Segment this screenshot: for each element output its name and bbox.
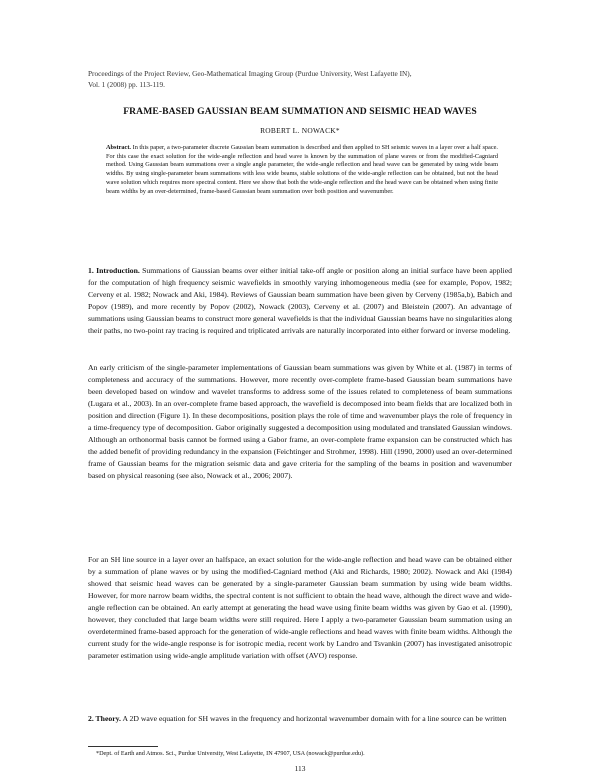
header-line-1: Proceedings of the Project Review, Geo-Mathematical Imaging Group (Purdue University, West Lafayette IN),: [88, 69, 412, 78]
page-number: 113: [294, 764, 306, 773]
abstract-label: Abstract.: [106, 144, 132, 151]
abstract-text: In this paper, a two-parameter discrete Gaussian beam summation is described and then applied to SH seismic waves in a layer over a half space. For this case the exact solution for the wide-angle reflection and head wave is known by the summation of plane waves or from the modified-Cagniard method. Using Gaussian beam summations over a single angle parameter, the wide-angle reflection and head wave can be generated by using wide beam widths. By using single-parameter beam summations with less wide beams, stable solutions of the wide-angle reflection can be obtained, but not the head wave solution which requires more spectral content. Here we show that both the wide-angle reflection and the head wave can be obtained when using finite beam widths by an over-determined, frame-based Gaussian beam summation over both position and wavenumber.: [106, 144, 498, 195]
intro-paragraph-2: An early criticism of the single-parameter implementations of Gaussian beam summations was given by White et al. (1987) in terms of completeness and accuracy of the summations. However, more recently over-complete frame-based Gaussian beam summations have been developed based on window and wavelet transforms to address some of the issues related to completeness of beam summations (Lugara et al., 2003). In an over-complete frame based approach, the wavefield is decomposed into beam fields that are localized both in position and direction (Figure 1). In these decompositions, position plays the role of time and wavenumber plays the role of frequency in a time-frequency type of decomposition. Gabor originally suggested a decomposition using modulated and translated Gaussian windows. Although an orthonormal basis cannot be formed using a Gabor frame, an over-complete frame expansion can be constructed which has the added benefit of providing redundancy in the expansion (Feichtinger and Strohmer, 1998). Hill (1990, 2000) used an over-determined frame of Gaussian beams for the migration seismic data and gave criteria for the sampling of the beams in position and wavenumber based on physical reasoning (see also, Nowack et al., 2006; 2007).: [88, 363, 512, 480]
intro-p1-text: Summations of Gaussian beams over either initial take-off angle or position along an initial surface have been applied for the computation of high frequency seismic wavefields in smoothly varying inhomogeneous media (see for example, Popov, 1982; Cerveny et al. 1982; Nowack and Aki, 1984). Reviews of Gaussian beam summation have been given by Cerveny (1985a,b), Babich and Popov (1989), and more recently by Popov (2002), Nowack (2003), Cerveny et al. (2007) and Bleistein (2007). An advantage of summations using Gaussian beams to construct more general wavefields is that the individual Gaussian beams have no singularities along their paths, no two-point ray tracing is required and triplicated arrivals are naturally incorporated into either forward or inverse modeling.: [88, 266, 513, 335]
intro-paragraph-1: [88, 265, 512, 337]
abstract: [106, 144, 498, 196]
header-line-2: Vol. 1 (2008) pp. 113-119.: [88, 80, 165, 89]
intro-heading: 1. Introduction.: [88, 266, 140, 275]
theory-paragraph-1: [88, 713, 512, 725]
paper-author: ROBERT L. NOWACK*: [260, 126, 340, 135]
theory-p1-text: A 2D wave equation for SH waves in the frequency and horizontal wavenumber domain with for a line source can be written: [122, 714, 507, 723]
paper-title: FRAME-BASED GAUSSIAN BEAM SUMMATION AND SEISMIC HEAD WAVES: [123, 106, 477, 117]
proceedings-header: [88, 68, 518, 90]
theory-heading: 2. Theory.: [88, 714, 121, 723]
footnote-rule: [88, 746, 158, 747]
intro-paragraph-3: For an SH line source in a layer over an halfspace, an exact solution for the wide-angle reflection and head wave can be obtained either by a summation of plane waves or by using the modified-Cagniard method (Aki and Richards, 1980; 2002). Nowack and Aki (1984) showed that seismic head waves can be generated by a single-parameter Gaussian beam summation by using wide beam widths. However, for more narrow beam widths, the spectral content is not sufficient to obtain the head wave, although the direct wave and wide-angle reflection can be obtained. An early attempt at generating the head wave using finite beam widths was given by Gao et al. (1990), however, they concluded that large beam widths were still required. Here I apply a two-parameter Gaussian beam summation using an overdetermined frame-based approach for the generation of wide-angle reflections and head waves with finite beam widths. Although the current study for the wide-angle response is for isotropic media, recent work by Landro and Tsvankin (2007) has investigated anisotropic parameter estimation using wide-angle amplitude variation with offset (AVO) response.: [88, 555, 512, 660]
footnote: *Dept. of Earth and Atmos. Sci., Purdue University, West Lafayette, IN 47907, USA (nowack@purdue.edu).: [96, 750, 365, 757]
